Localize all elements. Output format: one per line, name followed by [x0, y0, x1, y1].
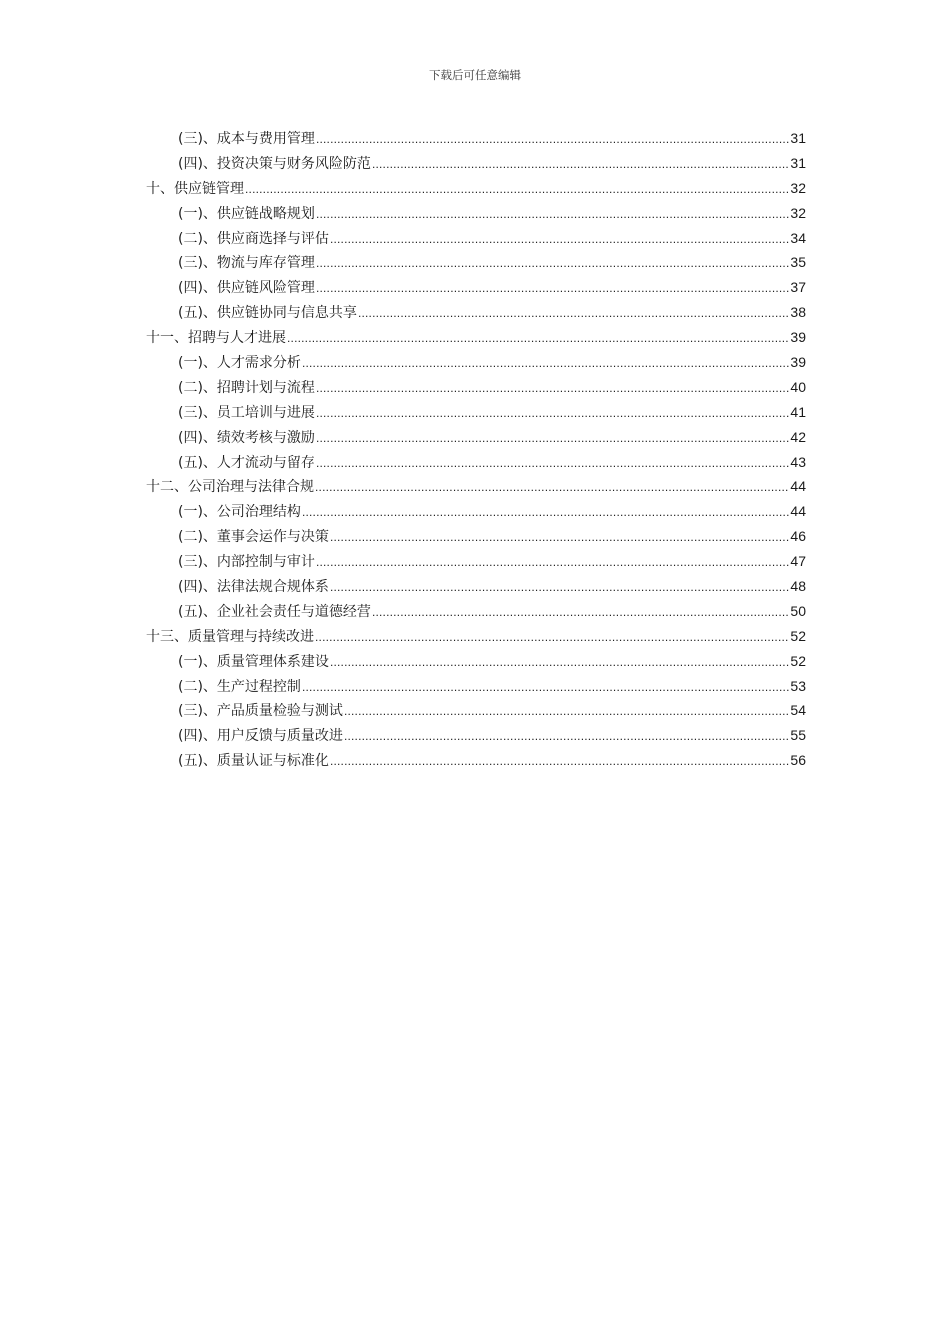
toc-dot-leader — [330, 575, 789, 600]
toc-dot-leader — [330, 650, 789, 675]
toc-page-number: 56 — [790, 752, 806, 769]
toc-entry-title: (三)、产品质量检验与测试 — [178, 703, 343, 720]
toc-dot-leader — [316, 127, 789, 152]
toc-dot-leader — [344, 724, 789, 749]
toc-section-entry[interactable] — [146, 226, 806, 251]
toc-section-entry[interactable] — [146, 425, 806, 450]
toc-page-number: 44 — [790, 503, 806, 520]
toc-page-number: 42 — [790, 428, 806, 445]
toc-section-entry[interactable] — [146, 275, 806, 300]
toc-section-entry[interactable] — [146, 524, 806, 549]
toc-dot-leader — [245, 177, 789, 202]
toc-section-entry[interactable] — [146, 400, 806, 425]
toc-dot-leader — [287, 326, 789, 351]
toc-page-number: 35 — [790, 254, 806, 271]
toc-entry-title: 十一、招聘与人才进展 — [146, 330, 286, 347]
toc-section-entry[interactable] — [146, 499, 806, 524]
toc-page-number: 53 — [790, 677, 806, 694]
toc-page-number: 46 — [790, 528, 806, 545]
toc-page-number: 37 — [790, 279, 806, 296]
toc-section-entry[interactable] — [146, 375, 806, 400]
toc-dot-leader — [316, 376, 789, 401]
toc-entry-title: (一)、人才需求分析 — [178, 355, 301, 372]
toc-section-entry[interactable] — [146, 574, 806, 599]
toc-entry-title: (五)、企业社会责任与道德经营 — [178, 603, 371, 620]
toc-dot-leader — [330, 749, 789, 774]
toc-page-number: 44 — [790, 478, 806, 495]
toc-section-entry[interactable] — [146, 201, 806, 226]
toc-page-number: 34 — [790, 229, 806, 246]
toc-section-entry[interactable] — [146, 350, 806, 375]
toc-dot-leader — [315, 475, 789, 500]
toc-dot-leader — [316, 276, 789, 301]
toc-entry-title: (三)、成本与费用管理 — [178, 131, 315, 147]
toc-entry-title: (四)、绩效考核与激励 — [178, 429, 315, 446]
toc-entry-title: 十、供应链管理 — [146, 180, 244, 197]
toc-dot-leader — [372, 152, 789, 177]
toc-section-entry[interactable] — [146, 151, 806, 176]
toc-page-number: 31 — [790, 154, 806, 171]
toc-entry-title: (五)、质量认证与标准化 — [178, 753, 329, 770]
toc-dot-leader — [302, 500, 789, 525]
toc-dot-leader — [316, 426, 789, 451]
toc-dot-leader — [316, 251, 789, 276]
toc-chapter-entry[interactable] — [146, 176, 806, 201]
toc-dot-leader — [330, 227, 789, 252]
toc-section-entry[interactable] — [146, 250, 806, 275]
toc-page-number: 39 — [790, 329, 806, 346]
toc-page-number: 52 — [790, 627, 806, 644]
toc-page-number: 32 — [790, 204, 806, 221]
toc-dot-leader — [302, 675, 789, 700]
toc-entry-title: (二)、董事会运作与决策 — [178, 529, 329, 546]
toc-chapter-entry[interactable] — [146, 474, 806, 499]
toc-page-number: 41 — [790, 403, 806, 420]
toc-page-number: 52 — [790, 652, 806, 669]
toc-section-entry[interactable] — [146, 748, 806, 773]
toc-page-number: 31 — [790, 130, 806, 146]
toc-entry-title: (四)、投资决策与财务风险防范 — [178, 155, 371, 172]
toc-page-number: 55 — [790, 727, 806, 744]
toc-entry-title: (三)、员工培训与进展 — [178, 404, 315, 421]
toc-entry-title: (一)、质量管理体系建设 — [178, 653, 329, 670]
page-header: 下载后可任意编辑 — [429, 68, 521, 82]
toc-entry-title: (五)、供应链协同与信息共享 — [178, 305, 357, 322]
toc-section-entry[interactable] — [146, 300, 806, 325]
toc-page-number: 48 — [790, 578, 806, 595]
toc-page-number: 39 — [790, 354, 806, 371]
toc-page-number: 40 — [790, 378, 806, 395]
toc-page-number: 32 — [790, 179, 806, 196]
toc-dot-leader — [330, 525, 789, 550]
toc-chapter-entry[interactable] — [146, 624, 806, 649]
toc-page-number: 54 — [790, 702, 806, 719]
toc-dot-leader — [302, 351, 789, 376]
table-of-contents — [146, 126, 806, 773]
toc-entry-title: 十三、质量管理与持续改进 — [146, 628, 314, 645]
toc-section-entry[interactable] — [146, 126, 806, 151]
toc-page-number: 47 — [790, 553, 806, 570]
toc-entry-title: (二)、招聘计划与流程 — [178, 379, 315, 396]
toc-chapter-entry[interactable] — [146, 325, 806, 350]
toc-page-number: 38 — [790, 304, 806, 321]
toc-section-entry[interactable] — [146, 698, 806, 723]
toc-dot-leader — [316, 550, 789, 575]
toc-dot-leader — [316, 401, 789, 426]
toc-entry-title: (四)、用户反馈与质量改进 — [178, 728, 343, 745]
toc-entry-title: (四)、法律法规合规体系 — [178, 579, 329, 596]
toc-dot-leader — [315, 625, 789, 650]
toc-section-entry[interactable] — [146, 723, 806, 748]
toc-entry-title: (三)、内部控制与审计 — [178, 554, 315, 571]
toc-entry-title: (一)、供应链战略规划 — [178, 205, 315, 222]
toc-section-entry[interactable] — [146, 450, 806, 475]
toc-section-entry[interactable] — [146, 674, 806, 699]
toc-entry-title: (一)、公司治理结构 — [178, 504, 301, 521]
toc-section-entry[interactable] — [146, 599, 806, 624]
toc-dot-leader — [372, 600, 789, 625]
toc-dot-leader — [316, 451, 789, 476]
toc-dot-leader — [316, 202, 789, 227]
toc-entry-title: (二)、供应商选择与评估 — [178, 230, 329, 247]
toc-entry-title: (四)、供应链风险管理 — [178, 280, 315, 297]
toc-page-number: 50 — [790, 602, 806, 619]
toc-section-entry[interactable] — [146, 549, 806, 574]
toc-entry-title: (二)、生产过程控制 — [178, 678, 301, 695]
toc-section-entry[interactable] — [146, 649, 806, 674]
toc-dot-leader — [344, 699, 789, 724]
toc-entry-title: 十二、公司治理与法律合规 — [146, 479, 314, 496]
toc-entry-title: (五)、人才流动与留存 — [178, 454, 315, 471]
toc-entry-title: (三)、物流与库存管理 — [178, 255, 315, 272]
toc-page-number: 43 — [790, 453, 806, 470]
toc-dot-leader — [358, 301, 789, 326]
